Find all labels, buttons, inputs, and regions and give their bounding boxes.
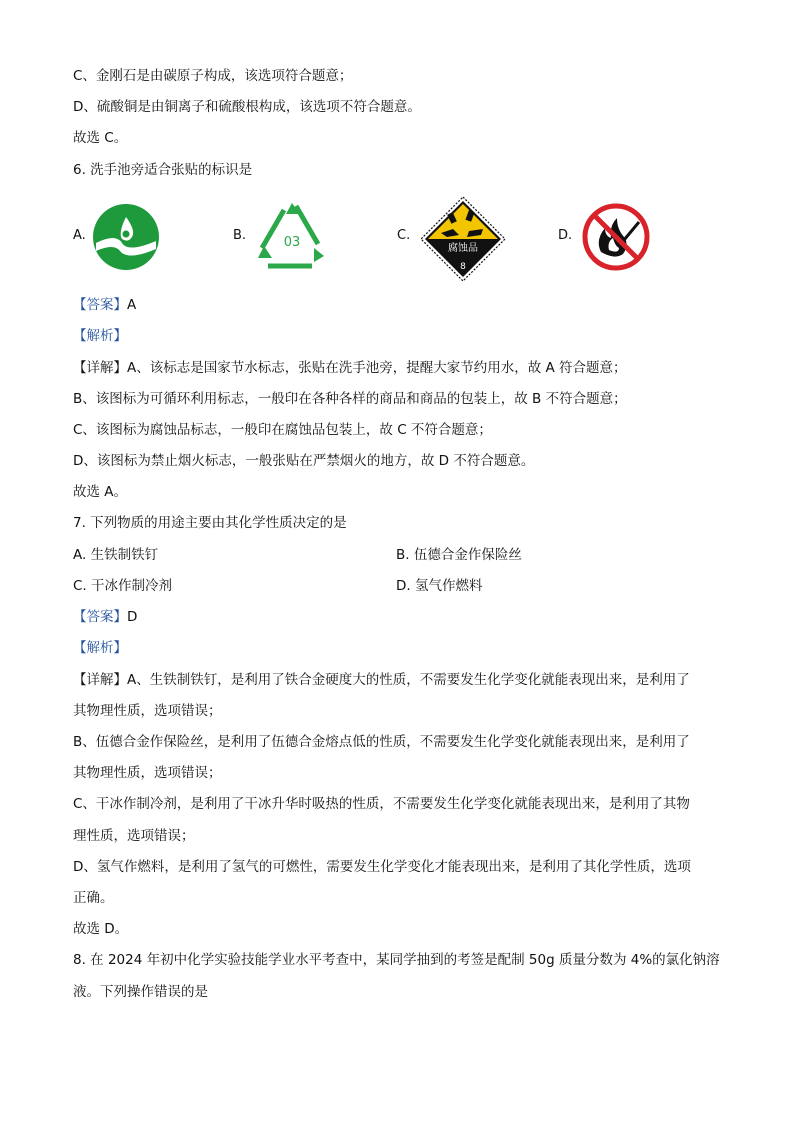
detail-7-b2: 其物理性质，选项错误； — [73, 765, 222, 781]
text-line: C、金刚石是由碳原子构成，该选项符合题意； — [73, 68, 353, 84]
water-saving-icon — [92, 203, 160, 271]
select-7: 故选 D。 — [73, 921, 129, 937]
answer-tag: 【答案】 — [73, 609, 127, 625]
question-6: 6. 洗手池旁适合张贴的标识是 — [73, 162, 253, 178]
option-c-label: C. — [397, 228, 411, 243]
question-8-line-1: 8. 在 2024 年初中化学实验技能学业水平考查中，某同学抽到的考签是配制 50g 质量分数为 4%的氯化钠溶 — [73, 952, 720, 968]
answer-tag: 【答案】 — [73, 297, 127, 313]
detail-7-a1 — [73, 670, 690, 690]
question-7: 7. 下列物质的用途主要由其化学性质决定的是 — [73, 515, 347, 531]
detail-tag: 【详解】 — [73, 360, 127, 376]
answer-value: A — [127, 297, 137, 313]
option-b-label: B. — [233, 228, 247, 243]
detail-7-d1: D、氢气作燃料，是利用了氢气的可燃性，需要发生化学变化才能表现出来，是利用了其化学性质，选项 — [73, 859, 691, 875]
q7-option-c: C. 干冰作制冷剂 — [73, 578, 173, 594]
detail-7-a2: 其物理性质，选项错误； — [73, 703, 222, 719]
detail-7-c1: C、干冰作制冷剂，是利用了干冰升华时吸热的性质，不需要发生化学变化就能表现出来，是利用了其物 — [73, 796, 690, 812]
analysis-tag: 【解析】 — [73, 640, 127, 656]
option-d-label: D. — [558, 228, 573, 243]
corrosive-text: 腐蚀品 — [448, 243, 478, 254]
detail-text: A、生铁制铁钉，是利用了铁合金硬度大的性质，不需要发生化学变化就能表现出来，是利用了 — [127, 672, 690, 688]
detail-tag: 【详解】 — [73, 672, 127, 688]
text-line: 故选 C。 — [73, 130, 128, 146]
detail-7-c2: 理性质，选项错误； — [73, 828, 195, 844]
option-a-label: A. — [73, 228, 86, 243]
detail-6-c: C、该图标为腐蚀品标志，一般印在腐蚀品包装上，故 C 不符合题意； — [73, 422, 492, 438]
corrosive-class: 8 — [460, 262, 466, 272]
text-line: D、硫酸铜是由铜离子和硫酸根构成，该选项不符合题意。 — [73, 99, 421, 115]
detail-6-d: D、该图标为禁止烟火标志，一般张贴在严禁烟火的地方，故 D 不符合题意。 — [73, 453, 535, 469]
recycle-icon — [254, 200, 330, 272]
detail-7-d2: 正确。 — [73, 890, 114, 906]
q7-option-d: D. 氢气作燃料 — [396, 578, 483, 594]
corrosive-icon — [419, 195, 507, 283]
no-fire-icon — [581, 202, 651, 272]
detail-7-b1: B、伍德合金作保险丝，是利用了伍德合金熔点低的性质，不需要发生化学变化就能表现出来，是利用了 — [73, 734, 690, 750]
recycle-number: 03 — [283, 235, 301, 250]
answer-value: D — [127, 609, 138, 625]
detail-6-a — [73, 358, 627, 378]
detail-6-b: B、该图标为可循环利用标志，一般印在各种各样的商品和商品的包装上，故 B 不符合题意； — [73, 391, 627, 407]
q7-option-a: A. 生铁制铁钉 — [73, 547, 159, 563]
question-8-line-2: 液。下列操作错误的是 — [73, 984, 208, 1000]
answer-6 — [73, 295, 136, 315]
select-6: 故选 A。 — [73, 484, 128, 500]
answer-7 — [73, 607, 137, 627]
analysis-tag: 【解析】 — [73, 328, 127, 344]
q7-option-b: B. 伍德合金作保险丝 — [396, 547, 522, 563]
detail-text: A、该标志是国家节水标志，张贴在洗手池旁，提醒大家节约用水，故 A 符合题意； — [127, 360, 627, 376]
